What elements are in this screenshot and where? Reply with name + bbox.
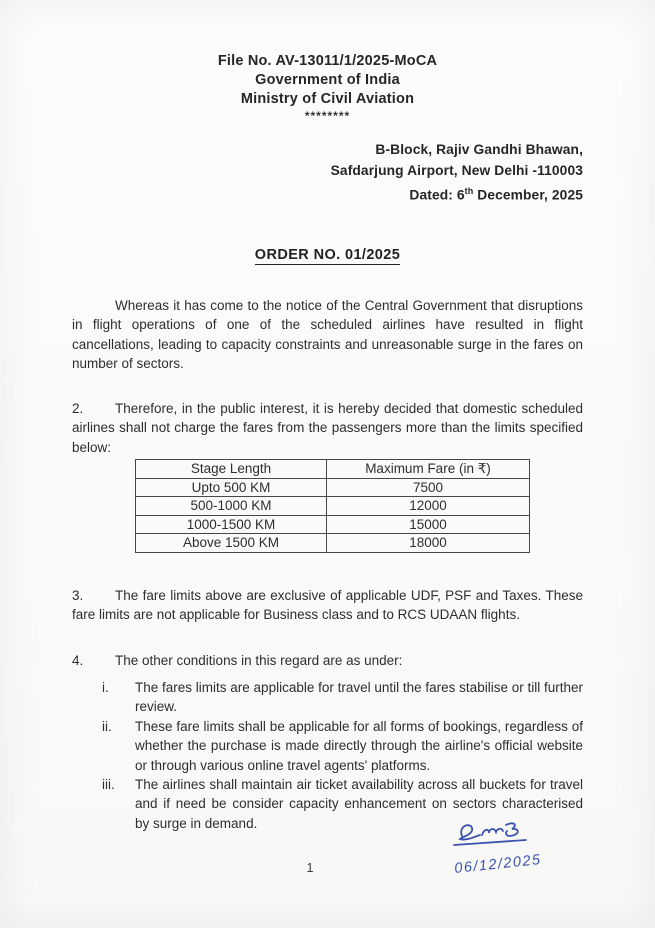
col-header-max-fare: Maximum Fare (in ₹) (327, 460, 530, 479)
max-fare-cell: 15000 (327, 515, 530, 534)
order-title (0, 246, 655, 265)
paragraph-3-number: 3. (72, 588, 84, 603)
address-line-2: Safdarjung Airport, New Delhi -110003 (330, 162, 583, 178)
ministry-line: Ministry of Civil Aviation (240, 91, 415, 107)
dated-line (203, 181, 583, 206)
condition-numeral: ii. (102, 718, 112, 734)
document-header (0, 52, 655, 123)
paragraph-2-text: Therefore, in the public interest, it is hereby decided that domestic scheduled airlines shall not charge the fares from the passengers more than the limits specified below: (72, 401, 583, 455)
page-number: 1 (306, 861, 314, 875)
signature-initials-icon (448, 818, 568, 852)
table-row (136, 515, 530, 534)
table-header-row (136, 460, 530, 479)
paragraph-3-text: The fare limits above are exclusive of applicable UDF, PSF and Taxes. These fare limits are not applicable for Business class and to RCS UDAAN flights. (72, 588, 583, 623)
date-prefix: Dated: 6 (409, 187, 465, 203)
table-row (136, 497, 530, 516)
government-line: Government of India (255, 72, 400, 88)
address-line-1: B-Block, Rajiv Gandhi Bhawan, (375, 142, 583, 157)
list-item (102, 678, 583, 717)
table-row (136, 534, 530, 553)
condition-text: The airlines shall maintain air ticket availability across all buckets for travel and if need be consider capacity enhancement on sectors characterised by surge in demand. (135, 777, 583, 831)
date-suffix: December, 2025 (473, 187, 583, 203)
stage-length-cell: 500-1000 KM (136, 497, 327, 516)
max-fare-cell: 18000 (327, 534, 530, 553)
col-header-stage-length: Stage Length (136, 460, 327, 479)
paragraph-4-text: The other conditions in this regard are as under: (115, 653, 403, 668)
paragraph-2 (72, 399, 583, 457)
list-item (102, 717, 583, 775)
date-ordinal: th (464, 186, 474, 196)
table-row (136, 478, 530, 497)
stage-length-cell: 1000-1500 KM (136, 515, 327, 534)
paragraph-3 (72, 586, 583, 625)
paragraph-2-number: 2. (72, 401, 84, 416)
address-block (203, 140, 583, 206)
condition-text: These fare limits shall be applicable for all forms of bookings, regardless of whether the purchase is made directly through the airline's official website or through various online travel agents' platforms. (135, 718, 583, 773)
stage-length-cell: Upto 500 KM (136, 478, 327, 497)
stage-length-cell: Above 1500 KM (136, 534, 327, 553)
max-fare-cell: 12000 (327, 497, 530, 516)
paragraph-4 (72, 651, 583, 670)
fare-limit-table (135, 459, 530, 553)
condition-numeral: i. (102, 680, 109, 695)
star-separator: ******** (304, 109, 351, 123)
condition-text: The fares limits are applicable for travel until the fares stabilise or till further review. (135, 680, 583, 715)
conditions-list (102, 678, 583, 833)
signature-date: 06/12/2025 (453, 851, 543, 878)
paragraph-4-number: 4. (72, 653, 84, 668)
order-title-text: ORDER NO. 01/2025 (254, 247, 401, 263)
paragraph-1: Whereas it has come to the notice of the Central Government that disruptions in flight operations of one of the scheduled airlines have resulted in flight cancellations, leading to capacity constraints and unreasonable surge in the fares on number of sectors. (72, 298, 583, 372)
max-fare-cell: 7500 (327, 478, 530, 497)
file-number: File No. AV-13011/1/2025-MoCA (217, 53, 438, 69)
condition-numeral: iii. (102, 777, 115, 793)
